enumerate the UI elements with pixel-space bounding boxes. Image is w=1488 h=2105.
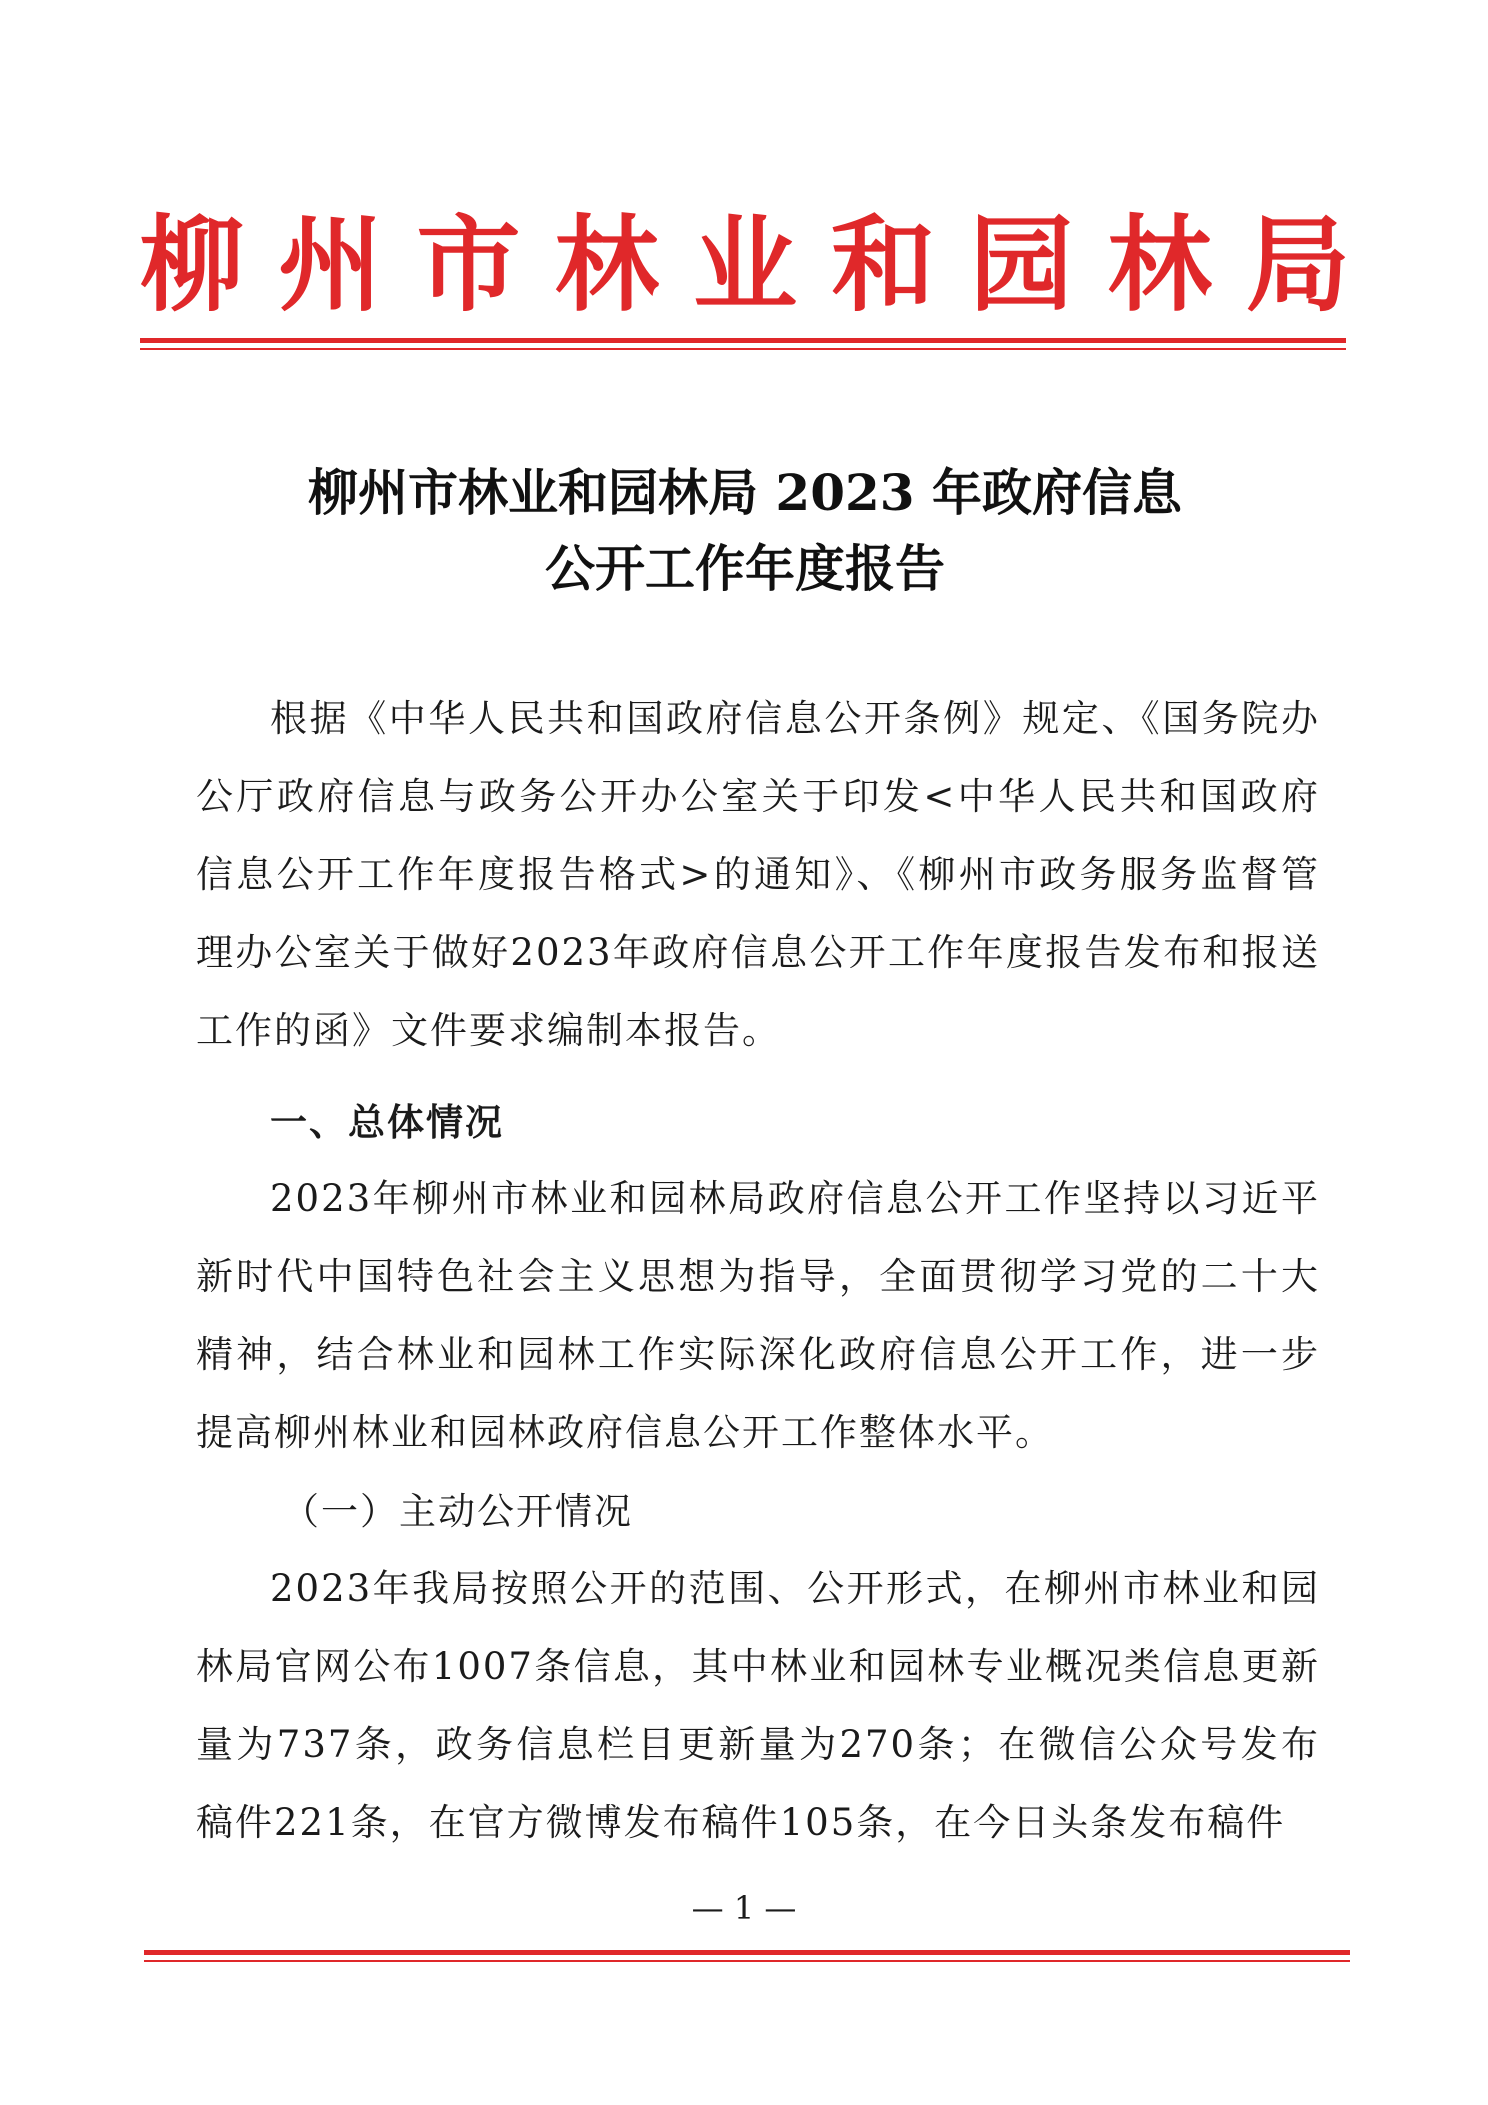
overview-paragraph: 2023年柳州市林业和园林局政府信息公开工作坚持以习近平新时代中国特色社会主义思想为指导，全面贯彻学习党的二十大精神，结合林业和园林工作实际深化政府信息公开工作，进一步提高柳州林业和园林政府信息公开工作整体水平。 [196, 1177, 1320, 1454]
letterhead-char: 和 [831, 204, 936, 326]
letterhead-char: 林 [554, 204, 659, 326]
letterhead-char: 业 [692, 204, 797, 326]
letterhead-char: 市 [416, 204, 521, 326]
header-divider [140, 338, 1346, 350]
section-heading-overview: 一、总体情况 [270, 1100, 504, 1144]
letterhead-char: 林 [1107, 204, 1212, 326]
intro-paragraph: 根据《中华人民共和国政府信息公开条例》规定、《国务院办公厅政府信息与政务公开办公室关于印发<中华人民共和国政府信息公开工作年度报告格式>的通知》、《柳州市政务服务监督管理办公室关于做好2023年政府信息公开工作年度报告发布和报送工作的函》文件要求编制本报告。 [196, 697, 1320, 1052]
page-number: — 1 — [691, 1889, 797, 1927]
letterhead-char: 柳 [140, 204, 245, 326]
document-title-line2: 公开工作年度报告 [545, 539, 945, 598]
letterhead-char: 局 [1245, 204, 1350, 326]
subsection-heading-active-disclosure: （一）主动公开情况 [282, 1490, 633, 1533]
document-title-line1: 柳州市林业和园林局 2023 年政府信息 [308, 463, 1182, 522]
letterhead-char: 园 [969, 204, 1074, 326]
active-disclosure-paragraph: 2023年我局按照公开的范围、公开形式，在柳州市林业和园林局官网公布1007条信息，其中林业和园林专业概况类信息更新量为737条，政务信息栏目更新量为270条；在微信公众号发布稿件221条，在官方微博发布稿件105条，在今日头条发布稿件 [196, 1567, 1320, 1844]
letterhead-char: 州 [278, 204, 383, 326]
footer-divider [144, 1950, 1350, 1962]
org-letterhead [140, 200, 1350, 330]
